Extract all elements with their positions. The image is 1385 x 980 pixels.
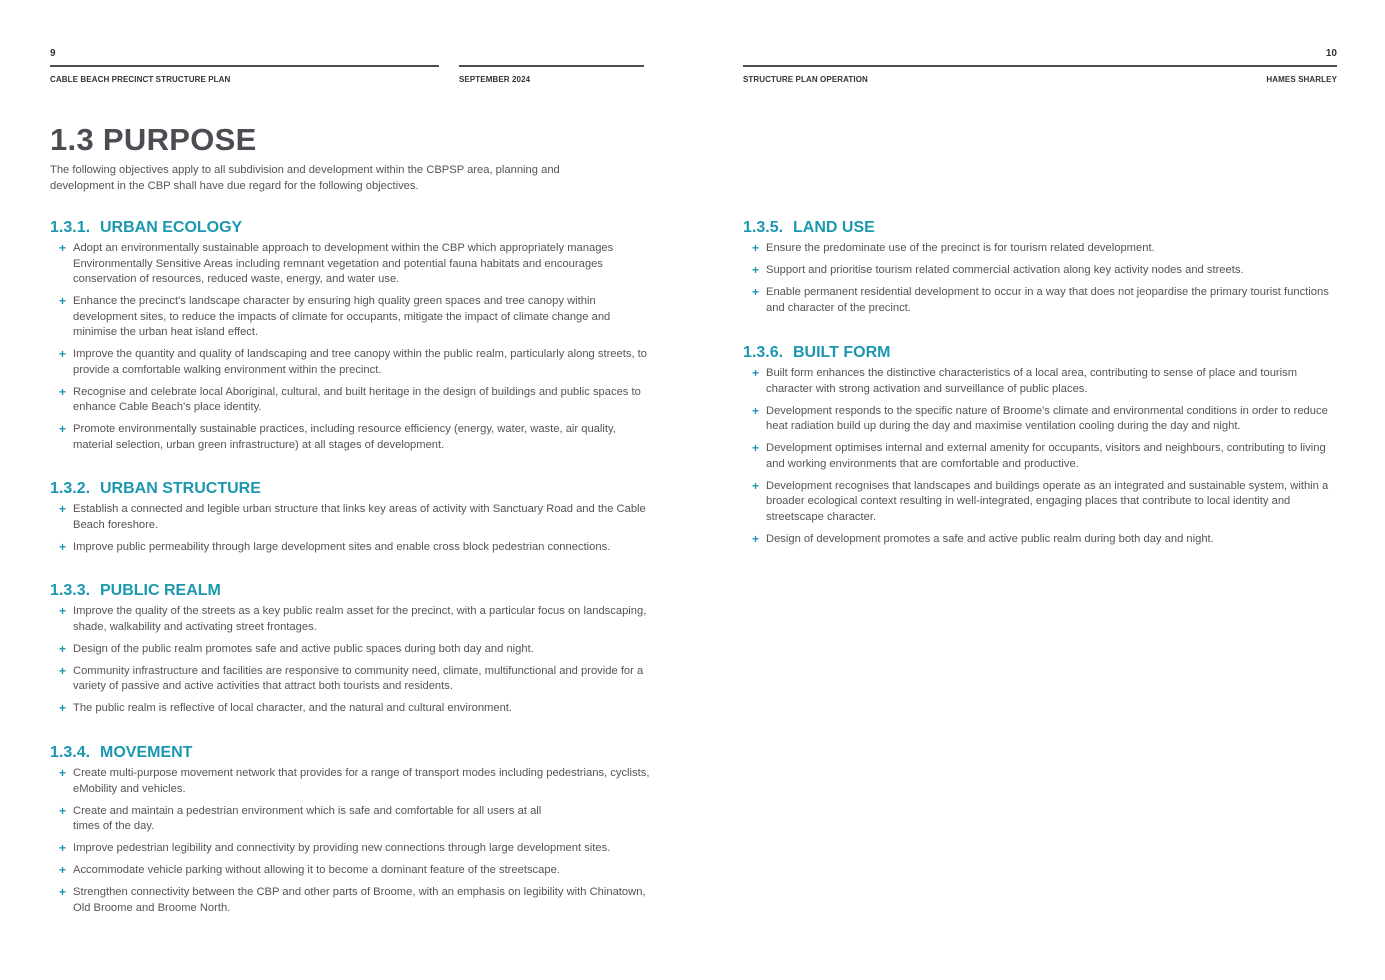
section-title: BUILT FORM	[793, 344, 891, 361]
section-number: 1.3.2.	[50, 480, 91, 497]
list-item: + The public realm is reflective of local character, and the natural and cultural environment.	[59, 701, 513, 715]
plus-icon: +	[59, 885, 67, 899]
running-header-date: SEPTEMBER 2024	[459, 75, 531, 84]
section-title: PUBLIC REALM	[100, 582, 221, 599]
section-movement	[50, 742, 650, 923]
list-item: + Support and prioritise tourism related commercial activation along key activity nodes and streets.	[752, 263, 1244, 277]
section-heading	[50, 217, 650, 239]
plus-icon: +	[59, 766, 67, 780]
section-number: 1.3.5.	[743, 219, 784, 236]
plus-icon: +	[752, 403, 760, 418]
list-item: + Improve pedestrian legibility and connectivity by providing new connections through large development sites.	[59, 841, 611, 855]
plus-icon: +	[752, 241, 760, 255]
list-item: + Enhance the precinct's landscape character by ensuring high quality green spaces and tree canopy within development sites, to reduce the impacts of climate for occupants, mitigate the impact of climate change and minimise the urban heat island effect.	[59, 294, 611, 338]
plus-icon: +	[59, 863, 67, 877]
plus-icon: +	[59, 641, 67, 656]
section-urban-ecology	[50, 217, 650, 460]
left-page	[0, 0, 692, 980]
running-header-left: CABLE BEACH PRECINCT STRUCTURE PLAN	[50, 75, 231, 84]
section-number: 1.3.4.	[50, 744, 91, 761]
list-item: + Design of the public realm promotes safe and active public spaces during both day and night.	[59, 641, 534, 656]
list-item: + Improve public permeability through large development sites and enable cross block pedestrian connections.	[59, 539, 611, 554]
plus-icon: +	[59, 663, 67, 678]
list-item: + Built form enhances the distinctive characteristics of a local area, contributing to sense of place and tourism character with strong activation and surveillance of public places.	[752, 366, 1298, 395]
plus-icon: +	[752, 478, 760, 493]
plus-icon: +	[59, 347, 67, 361]
list-item: + Improve the quality of the streets as a key public realm asset for the precinct, with a particular focus on landscaping, shade, walkability and activating street frontages.	[59, 604, 647, 633]
list-item: + Create multi-purpose movement network that provides for a range of transport modes including pedestrians, cyclists, eMobility and vehicles.	[59, 766, 650, 795]
running-header-right: HAMES SHARLEY	[1266, 75, 1337, 84]
list-item: + Development recognises that landscapes and buildings operate as an integrated and sustainable system, within a broader ecological context resulting in well-integrated, engaging places that contribute to local identity and streetscape character.	[752, 478, 1329, 523]
plus-icon: +	[59, 384, 67, 399]
header-rule	[50, 65, 439, 67]
section-number: 1.3.3.	[50, 582, 91, 599]
running-header-left: STRUCTURE PLAN OPERATION	[743, 75, 868, 84]
plus-icon: +	[752, 531, 760, 546]
page-number: 9	[50, 48, 56, 59]
list-item: + Establish a connected and legible urban structure that links key areas of activity with Sanctuary Road and the Cable Beach foreshore.	[59, 502, 646, 531]
intro-paragraph: The following objectives apply to all subdivision and development within the CBPSP area, planning and development in the CBP shall have due regard for the following objectives.	[50, 164, 560, 192]
plus-icon: +	[752, 285, 760, 299]
header-rule	[459, 65, 644, 67]
plus-icon: +	[59, 241, 67, 255]
page-number: 10	[1325, 48, 1337, 59]
section-title: URBAN STRUCTURE	[100, 480, 261, 497]
list-item: + Recognise and celebrate local Aboriginal, cultural, and built heritage in the design of buildings and public spaces to enhance Cable Beach's place identity.	[59, 384, 641, 413]
list-item: + Design of development promotes a safe and active public realm during both day and night.	[752, 531, 1214, 546]
list-item: + Create and maintain a pedestrian environment which is safe and comfortable for all users at all times of the day.	[59, 803, 542, 832]
list-item: + Improve the quantity and quality of landscaping and tree canopy within the public realm, particularly along streets, to provide a comfortable walking environment within the precinct.	[59, 347, 647, 376]
section-heading	[50, 580, 650, 602]
header-rule	[743, 65, 1337, 67]
list-item: + Ensure the predominate use of the precinct is for tourism related development.	[752, 241, 1155, 255]
list-item: + Community infrastructure and facilities are responsive to community need, climate, multifunctional and provide for a variety of passive and active activities that attract both tourists and residents.	[59, 663, 644, 692]
list-item: + Strengthen connectivity between the CBP and other parts of Broome, with an emphasis on legibility with Chinatown, Old Broome and Broome North.	[59, 885, 646, 914]
plus-icon: +	[59, 539, 67, 554]
section-title: LAND USE	[793, 219, 875, 236]
plus-icon: +	[59, 502, 67, 516]
section-heading	[50, 478, 650, 500]
list-item: + Adopt an environmentally sustainable approach to development within the CBP which appropriately manages Environmentally Sensitive Areas including remnant vegetation and potential fauna habitats and encourages conservation of resources, reduced waste, energy, and water use.	[59, 241, 614, 285]
section-heading	[50, 742, 650, 764]
section-heading	[743, 342, 1343, 364]
plus-icon: +	[752, 441, 760, 455]
list-item: + Development responds to the specific nature of Broome's climate and environmental conditions in order to reduce heat radiation build up during the day and maximise ventilation cooling during the day and night.	[752, 403, 1328, 432]
plus-icon: +	[752, 263, 760, 277]
section-heading	[743, 217, 1343, 239]
section-public-realm	[50, 580, 650, 723]
right-page	[692, 0, 1385, 980]
plus-icon: +	[59, 701, 67, 715]
plus-icon: +	[59, 294, 67, 308]
section-number: 1.3.1.	[50, 219, 91, 236]
section-title: MOVEMENT	[100, 744, 193, 761]
plus-icon: +	[752, 366, 760, 380]
section-number: 1.3.6.	[743, 344, 784, 361]
plus-icon: +	[59, 803, 67, 818]
list-item: + Enable permanent residential development to occur in a way that does not jeopardise the primary tourist functions and character of the precinct.	[752, 285, 1329, 314]
list-item: + Accommodate vehicle parking without allowing it to become a dominant feature of the streetscape.	[59, 863, 560, 877]
page-title: 1.3 PURPOSE	[50, 122, 257, 157]
plus-icon: +	[59, 422, 67, 436]
list-item: + Promote environmentally sustainable practices, including resource efficiency (energy, water, waste, air quality, material selection, urban green infrastructure) at all stages of development.	[59, 422, 616, 451]
section-built-form	[743, 342, 1343, 554]
plus-icon: +	[59, 604, 67, 618]
section-title: URBAN ECOLOGY	[100, 219, 243, 236]
list-item: + Development optimises internal and external amenity for occupants, visitors and neighbours, contributing to living and working environments that are comfortable and productive.	[752, 441, 1326, 470]
plus-icon: +	[59, 841, 67, 855]
section-urban-structure	[50, 478, 650, 562]
section-land-use	[743, 217, 1343, 323]
